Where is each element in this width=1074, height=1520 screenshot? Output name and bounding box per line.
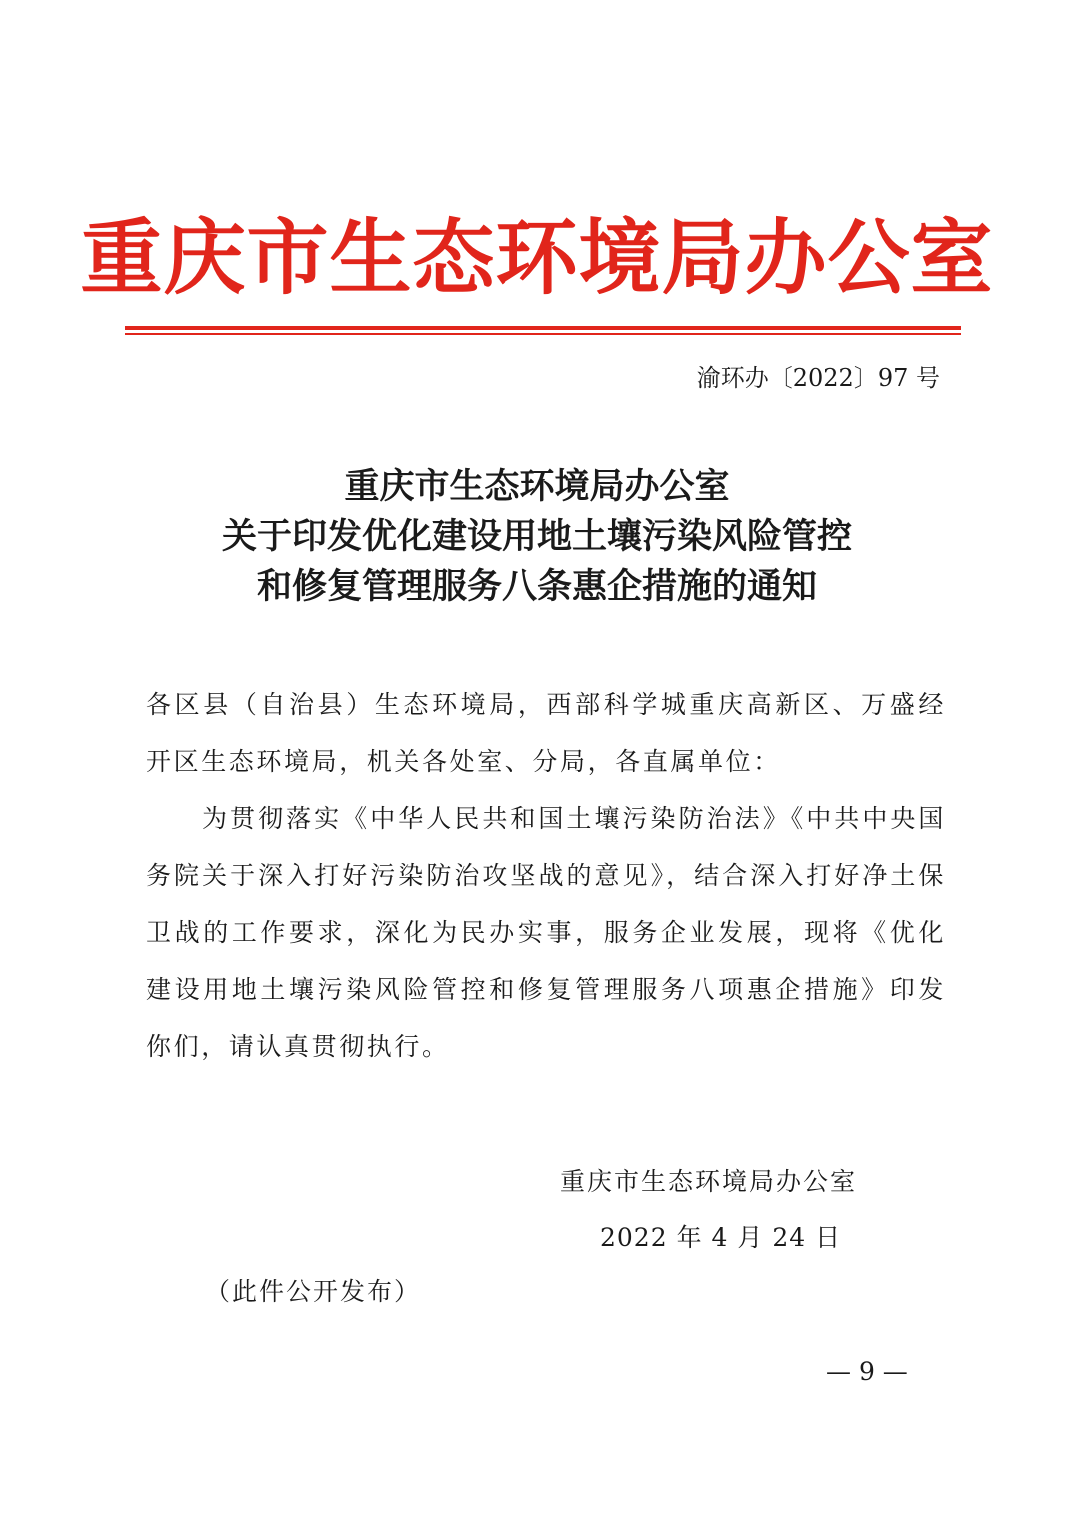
title-line-3: 和修复管理服务八条惠企措施的通知 (256, 566, 817, 607)
title-line-2: 关于印发优化建设用地土壤污染风险管控 (221, 516, 852, 557)
disclosure-note: （此件公开发布） (205, 1277, 422, 1306)
signature-org: 重庆市生态环境局办公室 (560, 1167, 858, 1196)
recipients-paragraph: 各区县（自治县）生态环境局，西部科学城重庆高新区、万盛经开区生态环境局，机关各处室、分局，各直属单位： (146, 690, 946, 776)
masthead-title: 重庆市生态环境局办公室 (80, 210, 994, 306)
body-paragraph: 为贯彻落实《中华人民共和国土壤污染防治法》《中共中央国务院关于深入打好污染防治攻坚战的意见》，结合深入打好净土保卫战的工作要求，深化为民办实事，服务企业发展，现将《优化建设用地土壤污染风险管控和修复管理服务八项惠企措施》印发你们，请认真贯彻执行。 (146, 804, 946, 1061)
title-line-1: 重庆市生态环境局办公室 (344, 466, 730, 507)
document-body (146, 676, 946, 1075)
signature-date: 2022 年 4 月 24 日 (600, 1223, 842, 1252)
page-number: — 9 — (826, 1357, 908, 1386)
masthead-rule-thick (125, 326, 961, 330)
masthead-rule-thin (125, 333, 961, 335)
document-number: 渝环办〔2022〕97 号 (696, 364, 940, 392)
document-title (0, 462, 1074, 612)
